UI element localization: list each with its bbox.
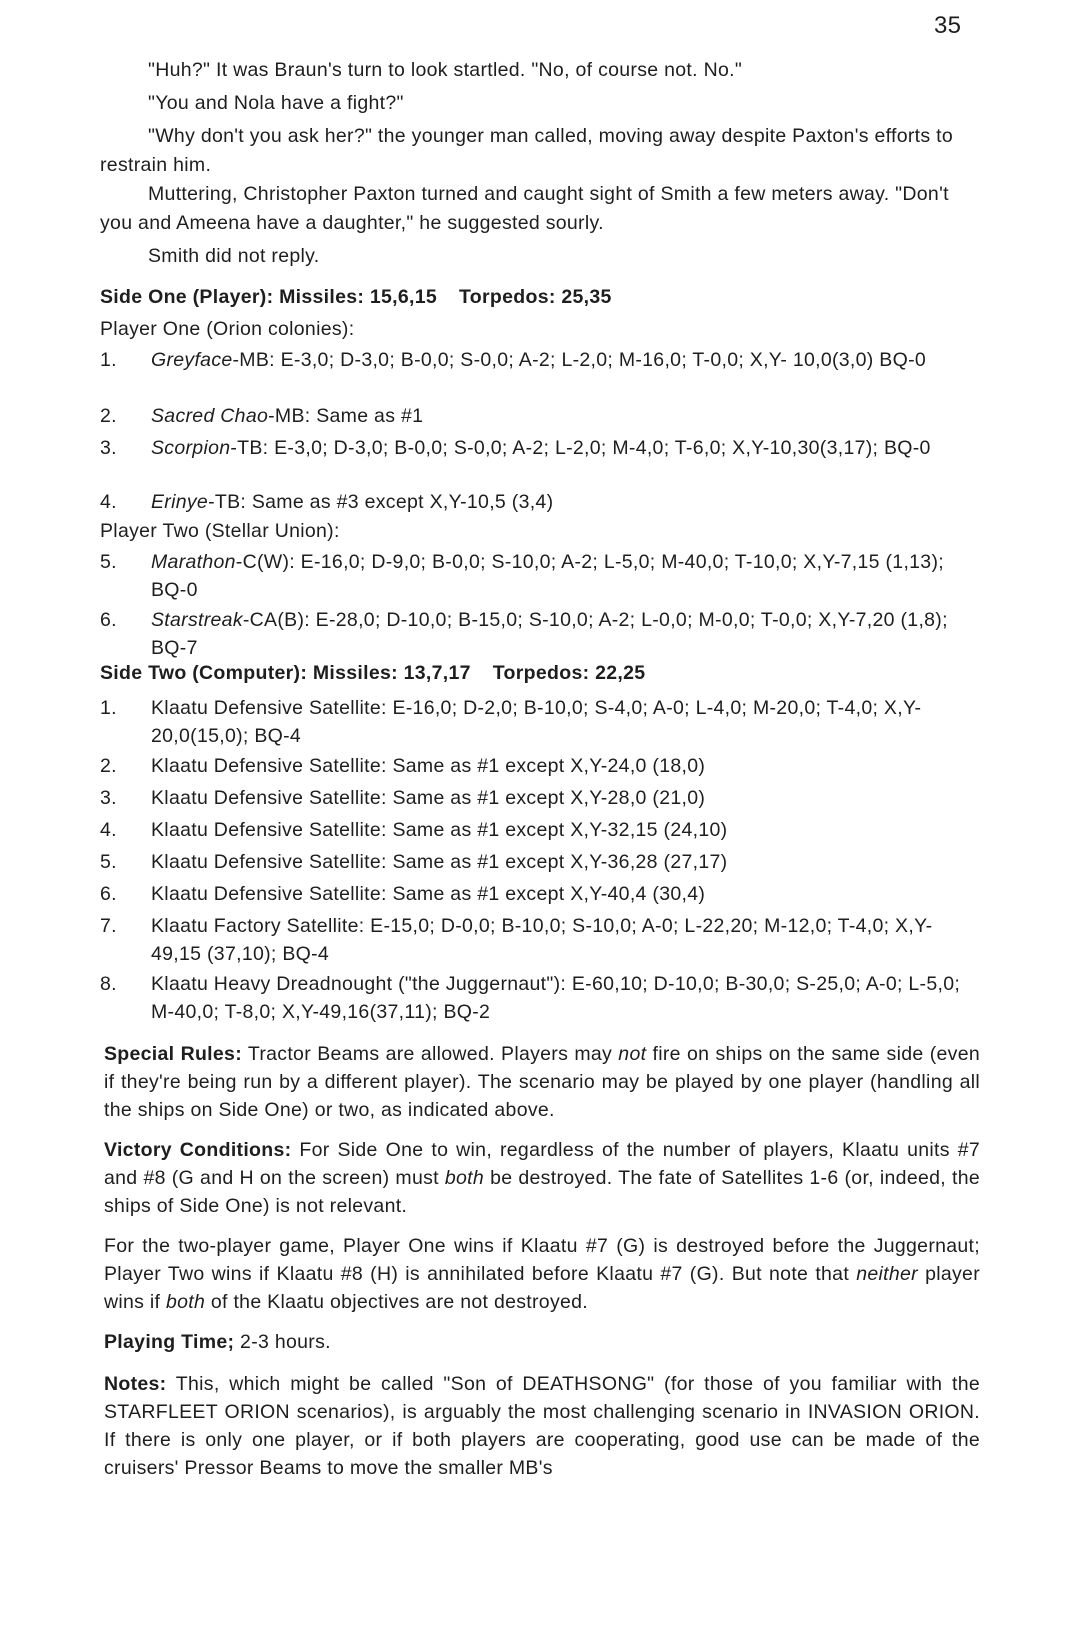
unit-text: Klaatu Defensive Satellite: Same as #1 except X,Y-32,15 (24,10) xyxy=(151,819,728,841)
victory-conditions-paragraph: Victory Conditions: For Side One to win, regardless of the number of players, Klaatu units #7 and #8 (G and H on the screen) must both be destroyed. The fate of Satellites 1-6 (or, indeed, the ships of Side One) is not relevant. xyxy=(104,1139,981,1217)
ship-name: Marathon xyxy=(151,551,236,573)
unit-text: Klaatu Defensive Satellite: Same as #1 except X,Y-28,0 (21,0) xyxy=(151,787,706,809)
side-two-heading xyxy=(100,662,645,685)
side-two-title: Side Two (Computer): Missiles: 13,7,17 xyxy=(100,662,471,684)
unit-text: Klaatu Defensive Satellite: Same as #1 except X,Y-24,0 (18,0) xyxy=(151,755,706,777)
klaatu-unit xyxy=(100,752,980,780)
side-one-heading xyxy=(100,286,612,309)
ship-entry xyxy=(100,548,980,604)
story-paragraph: Smith did not reply. xyxy=(148,245,320,267)
story-paragraph: "Why don't you ask her?" the younger man called, moving away despite Paxton's efforts to restrain him. xyxy=(100,125,953,176)
ship-number: 3. xyxy=(100,437,117,459)
story-paragraph: "You and Nola have a fight?" xyxy=(148,92,404,114)
ship-number: 2. xyxy=(100,405,117,427)
ship-name: Greyface xyxy=(151,349,233,371)
two-player-paragraph: For the two-player game, Player One wins if Klaatu #7 (G) is destroyed before the Juggernaut; Player Two wins if Klaatu #8 (H) is annihilated before Klaatu #7 (G). But note that neither player wins if both of the Klaatu objectives are not destroyed. xyxy=(104,1235,980,1313)
story-text xyxy=(100,56,980,275)
ship-number: 1. xyxy=(100,349,117,371)
ship-stats: -TB: Same as #3 except X,Y-10,5 (3,4) xyxy=(208,491,554,513)
unit-number: 8. xyxy=(100,973,117,995)
notes-label: Notes: xyxy=(104,1373,167,1395)
ship-number: 6. xyxy=(100,609,117,631)
ship-name: Starstreak xyxy=(151,609,243,631)
unit-number: 7. xyxy=(100,915,117,937)
klaatu-unit xyxy=(100,784,980,812)
ship-stats: -C(W): E-16,0; D-9,0; B-0,0; S-10,0; A-2; L-5,0; M-40,0; T-10,0; X,Y-7,15 (1,13); BQ-0 xyxy=(151,551,944,601)
unit-text: Klaatu Factory Satellite: E-15,0; D-0,0; B-10,0; S-10,0; A-0; L-22,20; M-12,0; T-4,0; X,Y-49,15 (37,10); BQ-4 xyxy=(151,915,933,965)
ship-number: 5. xyxy=(100,551,117,573)
ship-entry xyxy=(100,488,980,516)
ship-entry xyxy=(100,346,980,374)
ship-stats: -MB: E-3,0; D-3,0; B-0,0; S-0,0; A-2; L-2,0; M-16,0; T-0,0; X,Y- 10,0(3,0) BQ-0 xyxy=(232,349,927,371)
ship-entry xyxy=(100,606,980,662)
special-rules-paragraph: Special Rules: Tractor Beams are allowed. Players may not fire on ships on the same side (even if they're being run by a different player). The scenario may be played by one player (handling all the ships on Side One) or two, as indicated above. xyxy=(104,1043,980,1121)
playing-time-line xyxy=(104,1328,980,1356)
ship-number: 4. xyxy=(100,491,117,513)
unit-number: 5. xyxy=(100,851,117,873)
ship-entry xyxy=(100,402,980,430)
ship-stats: -TB: E-3,0; D-3,0; B-0,0; S-0,0; A-2; L-2,0; M-4,0; T-6,0; X,Y-10,30(3,17); BQ-0 xyxy=(230,437,931,459)
playing-time-label: Playing Time; xyxy=(104,1331,235,1353)
unit-text: Klaatu Defensive Satellite: E-16,0; D-2,0; B-10,0; S-4,0; A-0; L-4,0; M-20,0; T-4,0; X,Y-20,0(15,0); BQ-4 xyxy=(151,697,922,747)
klaatu-unit xyxy=(100,970,980,1026)
ship-stats: -CA(B): E-28,0; D-10,0; B-15,0; S-10,0; A-2; L-0,0; M-0,0; T-0,0; X,Y-7,20 (1,8); BQ-7 xyxy=(151,609,948,659)
unit-number: 6. xyxy=(100,883,117,905)
unit-text: Klaatu Defensive Satellite: Same as #1 except X,Y-36,28 (27,17) xyxy=(151,851,728,873)
unit-text: Klaatu Defensive Satellite: Same as #1 except X,Y-40,4 (30,4) xyxy=(151,883,706,905)
story-paragraph: Muttering, Christopher Paxton turned and caught sight of Smith a few meters away. "Don't you and Ameena have a daughter," he suggested sourly. xyxy=(100,183,949,234)
page-number: 35 xyxy=(934,12,962,39)
unit-number: 1. xyxy=(100,697,117,719)
klaatu-unit xyxy=(100,848,980,876)
playing-time-value: 2-3 hours. xyxy=(234,1331,331,1353)
player-one-label: Player One (Orion colonies): xyxy=(100,318,355,340)
ship-name: Scorpion xyxy=(151,437,231,459)
klaatu-unit xyxy=(100,880,980,908)
unit-number: 2. xyxy=(100,755,117,777)
ship-name: Erinye xyxy=(151,491,209,513)
unit-text: Klaatu Heavy Dreadnought ("the Juggernaut"): E-60,10; D-10,0; B-30,0; S-25,0; A-0; L-5,0; M-40,0; T-8,0; X,Y-49,16(37,11); BQ-2 xyxy=(151,973,961,1023)
unit-number: 4. xyxy=(100,819,117,841)
side-one-title: Side One (Player): Missiles: 15,6,15 xyxy=(100,286,438,308)
story-paragraph: "Huh?" It was Braun's turn to look startled. "No, of course not. No." xyxy=(148,59,743,81)
klaatu-unit xyxy=(100,816,980,844)
victory-conditions-label: Victory Conditions: xyxy=(104,1139,292,1161)
klaatu-unit xyxy=(100,912,980,968)
unit-number: 3. xyxy=(100,787,117,809)
ship-stats: -MB: Same as #1 xyxy=(268,405,424,427)
side-two-torpedos: Torpedos: 22,25 xyxy=(492,662,646,684)
ship-entry xyxy=(100,434,980,462)
ship-name: Sacred Chao xyxy=(151,405,269,427)
notes-paragraph: Notes: This, which might be called "Son of DEATHSONG" (for those of you familiar with the STARFLEET ORION scenarios), is arguably the most challenging scenario in INVASION ORION. If there is only one player, or if both players are cooperating, good use can be made of the cruisers' Pressor Beams to move the smaller MB's xyxy=(104,1373,980,1479)
player-two-label: Player Two (Stellar Union): xyxy=(100,520,340,542)
side-one-torpedos: Torpedos: 25,35 xyxy=(459,286,612,308)
klaatu-unit xyxy=(100,694,980,750)
special-rules-label: Special Rules: xyxy=(104,1043,242,1065)
